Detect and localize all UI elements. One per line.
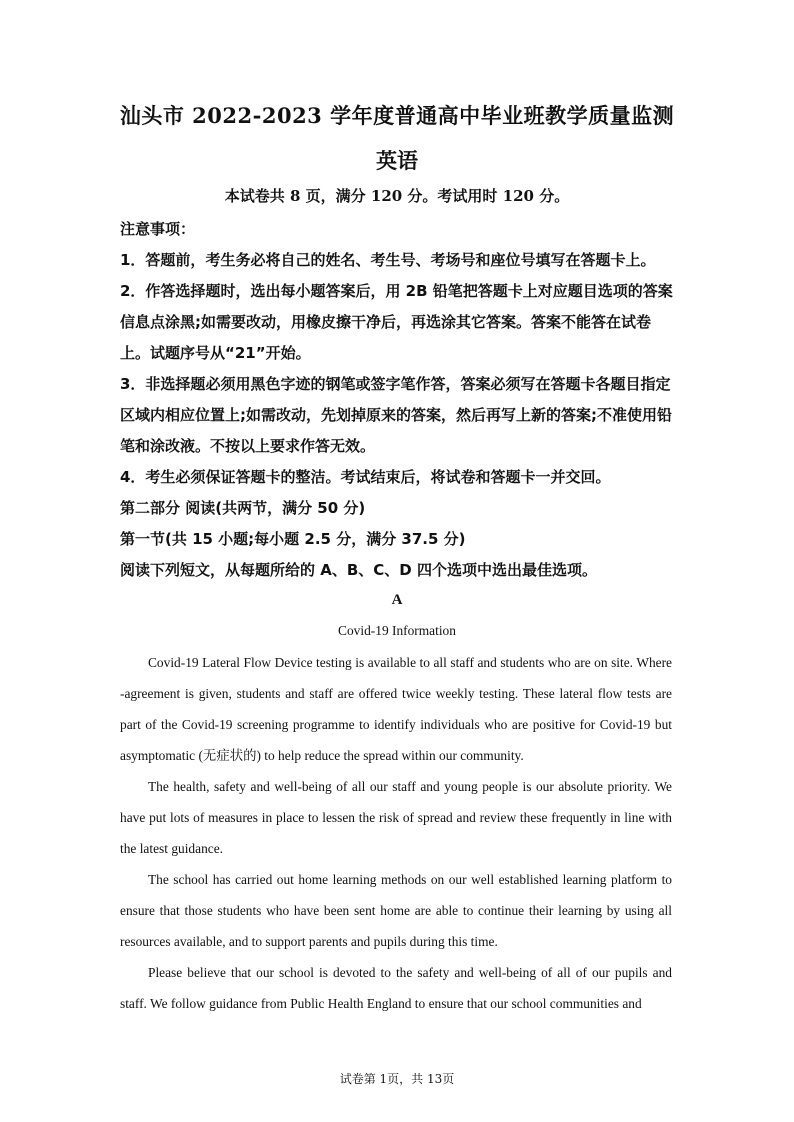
page-footer: 试卷第 1页，共 13页 — [339, 1072, 455, 1086]
passage-paragraph: Please believe that our school is devoted to the safety and well-being of all of our pupils and staff. We follow guidance from Public Health England to ensure that our school communities and — [120, 965, 672, 1011]
note-item: 1．答题前，考生务必将自己的姓名、考生号、考场号和座位号填写在答题卡上。 — [120, 251, 656, 269]
section-instruction: 阅读下列短文，从每题所给的 A、B、C、D 四个选项中选出最佳选项。 — [120, 561, 597, 579]
note-item: 2．作答选择题时，选出每小题答案后，用 2B 铅笔把答题卡上对应题目选项的答案信息点涂黑;如需要改动，用橡皮擦干净后，再选涂其它答案。答案不能答在试卷上。试题序号从“21”开始。 — [120, 282, 673, 362]
exam-info: 本试卷共 8 页，满分 120 分。考试用时 120 分。 — [224, 187, 570, 205]
passage-title: Covid-19 Information — [338, 623, 456, 638]
passage-paragraph: Covid-19 Lateral Flow Device testing is available to all staff and students who are on site. Where -agreement is given, students and staff are offered twice weekly testing. These lateral flow tests are part of the Covid-19 screening programme to identify individuals who are positive for Covid-19 but asymptomatic (无症状的) to help reduce the spread within our community. — [120, 655, 672, 763]
passage-paragraph: The health, safety and well-being of all our staff and young people is our absolute priority. We have put lots of measures in place to lessen the risk of spread and review these frequently in line with the latest guidance. — [120, 779, 672, 856]
passage-label: A — [391, 592, 403, 608]
notes-block — [120, 214, 680, 586]
exam-title: 汕头市 2022-2023 学年度普通高中毕业班教学质量监测 — [119, 103, 675, 128]
passage-body — [120, 647, 672, 1019]
section-part: 第二部分 阅读(共两节，满分 50 分) — [120, 499, 366, 517]
note-item: 3．非选择题必须用黑色字迹的钢笔或签字笔作答，答案必须写在答题卡各题目指定区域内相应位置上;如需改动，先划掉原来的答案，然后再写上新的答案;不准使用铅笔和涂改液。不按以上要求作答无效。 — [120, 375, 673, 455]
note-item: 4．考生必须保证答题卡的整洁。考试结束后，将试卷和答题卡一并交回。 — [120, 468, 611, 486]
subject-title: 英语 — [376, 148, 418, 173]
notes-heading: 注意事项： — [120, 220, 196, 238]
passage-paragraph: The school has carried out home learning methods on our well established learning platform to ensure that those students who have been sent home are able to continue their learning by using all resources available, and to support parents and pupils during this time. — [120, 872, 672, 949]
section-sub: 第一节(共 15 小题;每小题 2.5 分，满分 37.5 分) — [120, 530, 466, 548]
